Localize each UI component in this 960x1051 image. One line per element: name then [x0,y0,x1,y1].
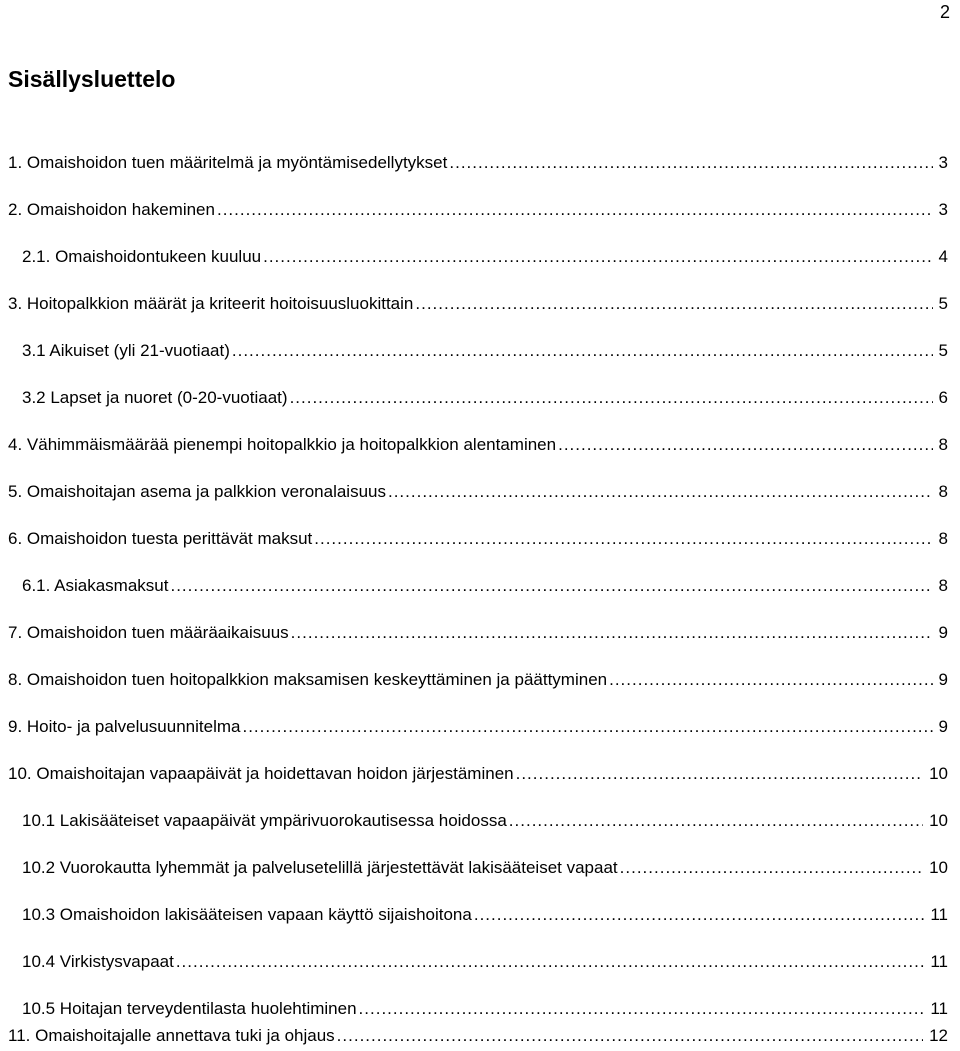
dot-leader [609,667,932,693]
toc-entry-page: 4 [938,247,948,266]
dot-leader [509,808,923,834]
toc-entry-page: 8 [938,529,948,548]
toc-entry-label: 3.1 Aikuiset (yli 21-vuotiaat) [22,341,230,360]
dot-leader [337,1023,923,1049]
toc-entry-10-1[interactable] [22,808,948,834]
toc-entry-label: 5. Omaishoitajan asema ja palkkion veronalaisuus [8,482,386,501]
toc-entry-3-1[interactable] [22,338,948,364]
dot-leader [291,620,933,646]
toc-entry-label: 4. Vähimmäismäärää pienempi hoitopalkkio ja hoitopalkkion alentaminen [8,435,557,454]
toc-entry-page: 8 [938,482,948,501]
toc-entry-5[interactable] [8,479,948,505]
toc-entry-11[interactable] [8,1023,948,1049]
toc-entry-label: 10.4 Virkistysvapaat [22,952,174,971]
toc-entry-label: 11. Omaishoitajalle annettava tuki ja ohjaus [8,1026,335,1045]
toc-entry-10-2[interactable] [22,855,948,881]
toc-entry-label: 10.5 Hoitajan terveydentilasta huolehtiminen [22,999,357,1018]
toc-entry-8[interactable] [8,667,948,693]
dot-leader [314,526,932,552]
dot-leader [558,432,932,458]
toc-entry-page: 3 [938,153,948,172]
toc-entry-label: 3. Hoitopalkkion määrät ja kriteerit hoitoisuusluokittain [8,294,414,313]
toc-entry-page: 10 [929,858,948,877]
toc-entry-page: 11 [930,999,948,1018]
dot-leader [620,855,923,881]
toc-entry-6[interactable] [8,526,948,552]
dot-leader [290,385,933,411]
toc-entry-page: 9 [938,623,948,642]
dot-leader [217,197,933,223]
toc-entry-2-1[interactable] [22,244,948,270]
toc-entry-10[interactable] [8,761,948,787]
toc-entry-3-2[interactable] [22,385,948,411]
dot-leader [263,244,932,270]
dot-leader [516,761,923,787]
page-number: 2 [939,2,950,22]
toc-entry-label: 2.1. Omaishoidontukeen kuuluu [22,247,262,266]
toc-entry-label: 3.2 Lapset ja nuoret (0-20-vuotiaat) [22,388,288,407]
dot-leader [242,714,932,740]
toc-entry-label: 10. Omaishoitajan vapaapäivät ja hoidettavan hoidon järjestäminen [8,764,514,783]
toc-entry-9[interactable] [8,714,948,740]
toc-entry-page: 8 [938,435,948,454]
toc-entry-page: 11 [930,952,948,971]
toc-entry-page: 5 [938,341,948,360]
toc-entry-6-1[interactable] [22,573,948,599]
dot-leader [170,573,932,599]
dot-leader [474,902,925,928]
dot-leader [232,338,933,364]
toc-entry-page: 9 [938,717,948,736]
toc-entry-2[interactable] [8,197,948,223]
toc-entry-7[interactable] [8,620,948,646]
toc-entry-page: 5 [938,294,948,313]
toc-entry-page: 10 [929,811,948,830]
toc-entry-1[interactable] [8,150,948,176]
toc-entry-label: 10.2 Vuorokautta lyhemmät ja palvelusetelillä järjestettävät lakisääteiset vapaat [22,858,618,877]
toc-entry-4[interactable] [8,432,948,458]
toc-entry-label: 10.1 Lakisääteiset vapaapäivät ympärivuorokautisessa hoidossa [22,811,507,830]
toc-title: Sisällysluettelo [8,66,176,92]
toc-entry-3[interactable] [8,291,948,317]
toc-entry-label: 6.1. Asiakasmaksut [22,576,169,595]
toc-entry-label: 7. Omaishoidon tuen määräaikaisuus [8,623,289,642]
toc-entry-label: 9. Hoito- ja palvelusuunnitelma [8,717,241,736]
toc-entry-page: 6 [938,388,948,407]
toc-entry-page: 3 [938,200,948,219]
toc-entry-page: 12 [929,1026,948,1045]
toc-entry-10-5[interactable] [22,996,948,1022]
toc-entry-label: 2. Omaishoidon hakeminen [8,200,215,219]
toc-entry-label: 8. Omaishoidon tuen hoitopalkkion maksamisen keskeyttäminen ja päättyminen [8,670,608,689]
dot-leader [388,479,933,505]
dot-leader [359,996,925,1022]
toc-entry-10-3[interactable] [22,902,948,928]
toc-entry-10-4[interactable] [22,949,948,975]
toc-entry-page: 11 [930,905,948,924]
toc-entry-label: 10.3 Omaishoidon lakisääteisen vapaan käyttö sijaishoitona [22,905,472,924]
toc-entry-page: 10 [929,764,948,783]
dot-leader [176,949,925,975]
dot-leader [449,150,932,176]
toc-entry-page: 9 [938,670,948,689]
toc-entry-page: 8 [938,576,948,595]
toc-entry-label: 6. Omaishoidon tuesta perittävät maksut [8,529,313,548]
toc-entry-label: 1. Omaishoidon tuen määritelmä ja myöntämisedellytykset [8,153,448,172]
dot-leader [415,291,932,317]
